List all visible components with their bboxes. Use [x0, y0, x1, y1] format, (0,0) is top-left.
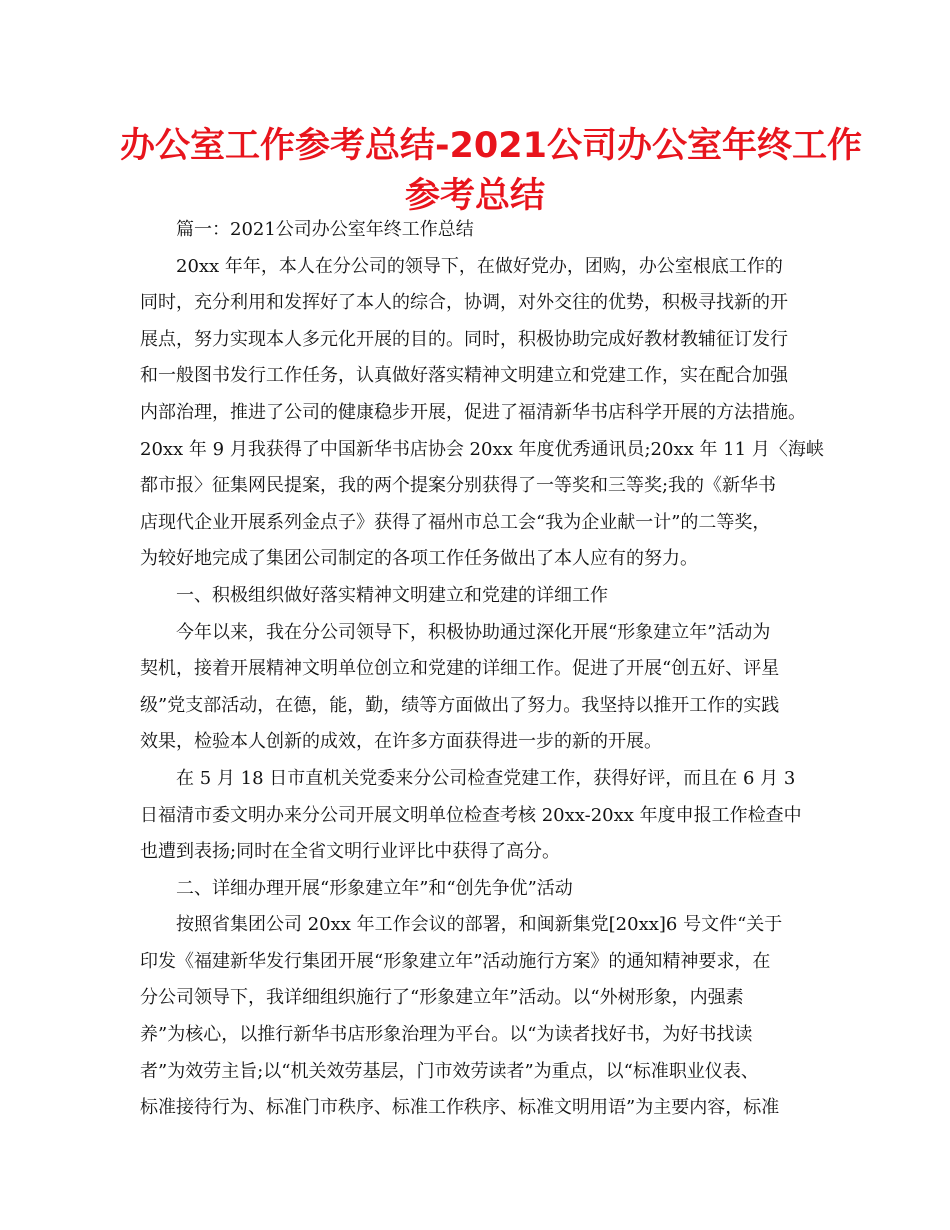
body-line: 在 5 月 18 日市直机关党委来分公司检查党建工作，获得好评，而且在 6 月 3 — [176, 767, 796, 789]
body-line: 者”为效劳主旨;以“机关效劳基层，门市效劳读者”为重点，以“标准职业仪表、 — [140, 1060, 759, 1082]
document-body — [140, 212, 830, 1127]
body-line: 也遭到表扬;同时在全省文明行业评比中获得了高分。 — [140, 841, 561, 863]
body-line: 养”为核心，以推行新华书店形象治理为平台。以“为读者找好书，为好书找读 — [140, 1024, 753, 1046]
body-line: 分公司领导下，我详细组织施行了“形象建立年”活动。以“外树形象，内强素 — [140, 987, 744, 1009]
body-line: 级”党支部活动，在德，能，勤，绩等方面做出了努力。我坚持以推开工作的实践 — [140, 694, 780, 716]
document-title-line-2: 参考总结 — [404, 176, 545, 216]
body-line: 篇一：2021公司办公室年终工作总结 — [176, 219, 474, 240]
body-line: 二、详细办理开展“形象建立年”和“创先争优”活动 — [176, 877, 573, 899]
body-line: 店现代企业开展系列金点子》获得了福州市总工会“我为企业献一计”的二等奖， — [140, 511, 771, 533]
document-title-line-1: 办公室工作参考总结-2021公司办公室年终工作 — [120, 126, 862, 166]
body-line: 今年以来，我在分公司领导下，积极协助通过深化开展“形象建立年”活动为 — [176, 621, 771, 643]
body-line: 一、积极组织做好落实精神文明建立和党建的详细工作 — [176, 584, 608, 606]
body-line: 标准接待行为、标准门市秩序、标准工作秩序、标准文明用语”为主要内容，标准 — [140, 1097, 780, 1119]
body-line: 和一般图书发行工作任务，认真做好落实精神文明建立和党建工作，实在配合加强 — [140, 365, 788, 387]
body-line: 日福清市委文明办来分公司开展文明单位检查考核 20xx-20xx 年度申报工作检查中 — [140, 804, 802, 826]
body-line: 为较好地完成了集团公司制定的各项工作任务做出了本人应有的努力。 — [140, 548, 698, 570]
body-line: 契机，接着开展精神文明单位创立和党建的详细工作。促进了开展“创五好、评星 — [140, 658, 780, 680]
body-line: 效果，检验本人创新的成效，在许多方面获得进一步的新的开展。 — [140, 731, 662, 753]
body-line: 20xx 年年，本人在分公司的领导下，在做好党办，团购，办公室根底工作的 — [176, 255, 783, 277]
body-line: 都市报〉征集网民提案，我的两个提案分别获得了一等奖和三等奖;我的《新华书 — [140, 475, 777, 497]
body-line: 同时，充分利用和发挥好了本人的综合，协调，对外交往的优势，积极寻找新的开 — [140, 292, 788, 314]
body-line: 展点，努力实现本人多元化开展的目的。同时，积极协助完成好教材教辅征订发行 — [140, 328, 788, 350]
body-line: 按照省集团公司 20xx 年工作会议的部署，和闽新集党[20xx]6 号文件“关于 — [176, 914, 783, 936]
body-line: 20xx 年 9 月我获得了中国新华书店协会 20xx 年度优秀通讯员;20xx 年 11 月〈海峡 — [140, 438, 824, 460]
body-line: 印发《福建新华发行集团开展“形象建立年”活动施行方案》的通知精神要求，在 — [140, 950, 771, 972]
body-line: 内部治理，推进了公司的健康稳步开展，促进了福清新华书店科学开展的方法措施。 — [140, 401, 806, 423]
